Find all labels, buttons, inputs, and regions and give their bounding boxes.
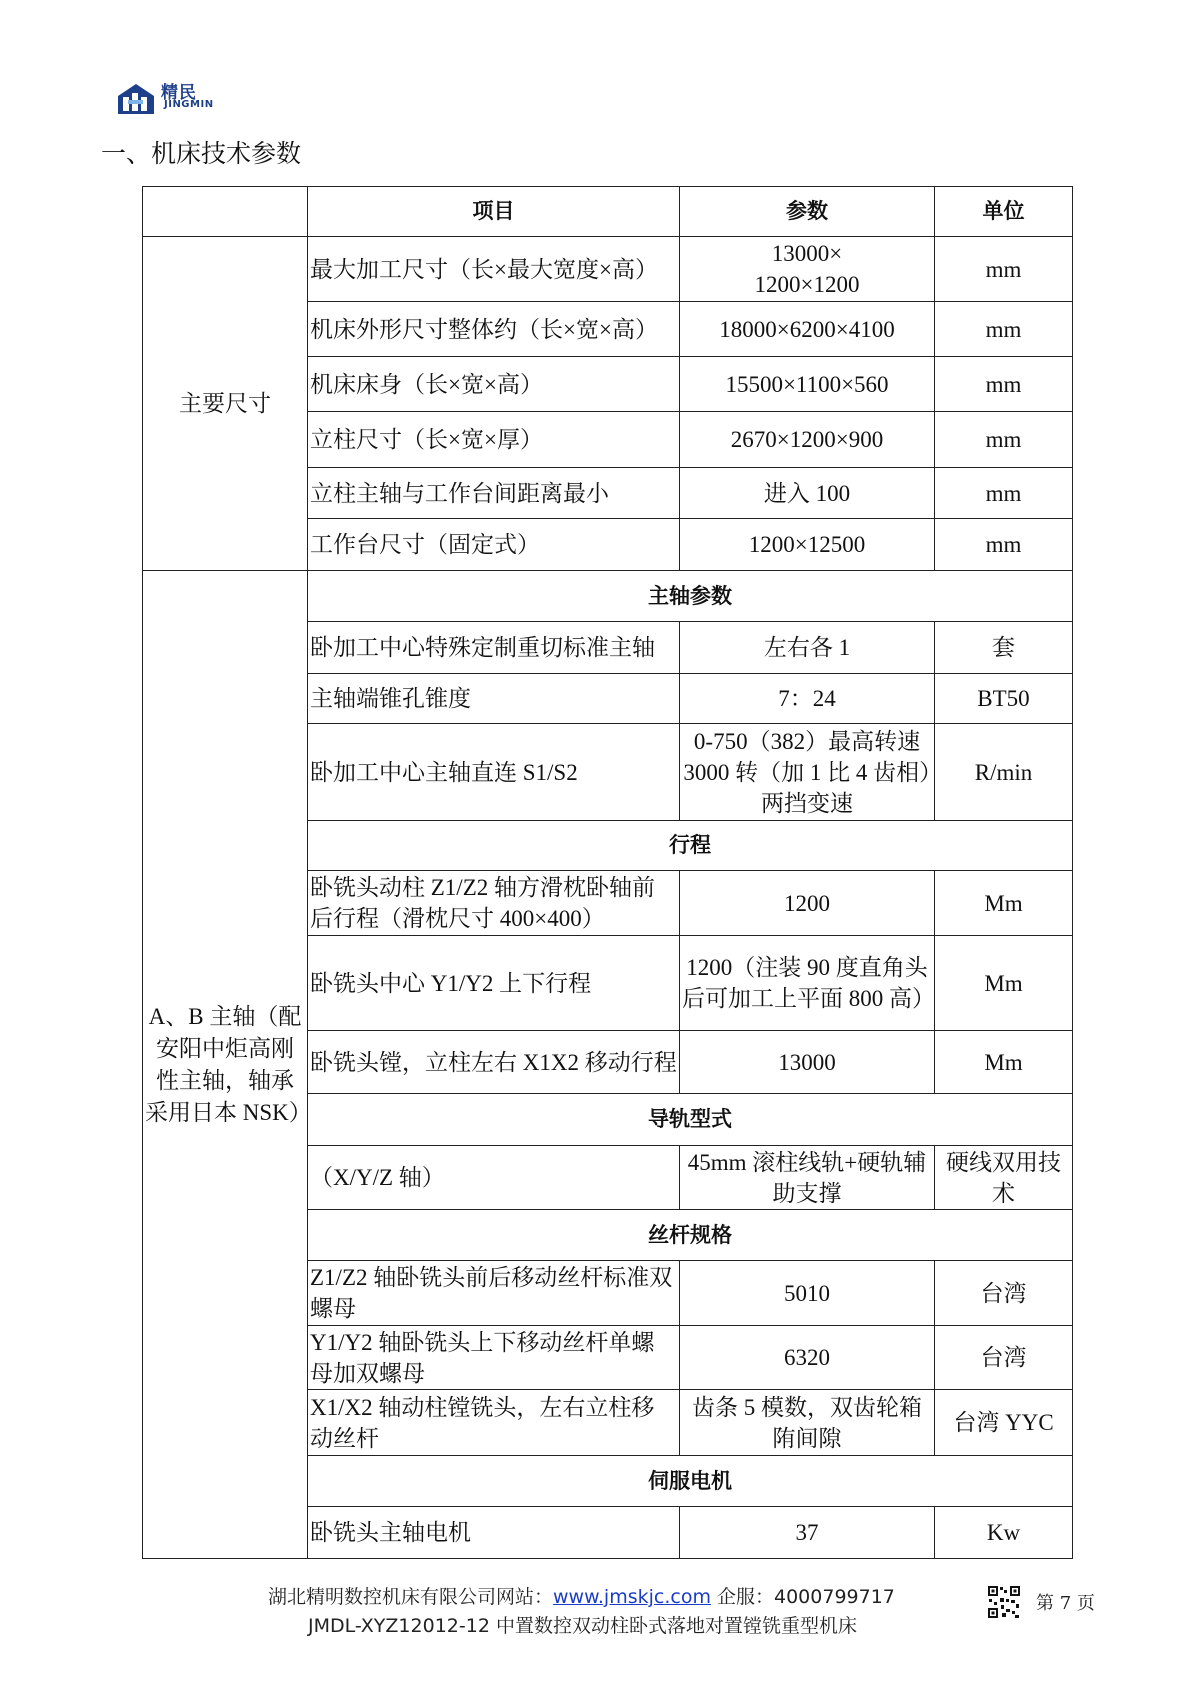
row-unit: mm [935, 237, 1073, 302]
row-value-line2: 1200×1200 [754, 272, 860, 297]
logo-text-en: JINGMIN [164, 99, 214, 110]
subheader-guide-type: 导轨型式 [308, 1094, 1073, 1146]
spec-table [142, 186, 1073, 1559]
row-name: X1/X2 轴动柱镗铣头，左右立柱移动丝杆 [308, 1390, 680, 1456]
row-value: 1200 [680, 871, 935, 936]
row-unit: mm [935, 412, 1073, 468]
subheader-travel: 行程 [308, 821, 1073, 871]
section-title: 一、机床技术参数 [101, 139, 302, 168]
row-value: 18000×6200×4100 [680, 302, 935, 357]
header-blank-cell [143, 187, 308, 237]
row-name: 卧加工中心特殊定制重切标准主轴 [308, 622, 680, 674]
row-unit: mm [935, 468, 1073, 519]
row-unit: 台湾 YYC [935, 1390, 1073, 1456]
table-row [143, 237, 1073, 302]
footer-model: JMDL-XYZ12012-12 中置数控双动柱卧式落地对置镗铣重型机床 [308, 1615, 857, 1637]
row-unit: R/min [935, 724, 1073, 821]
row-value: 齿条 5 模数，双齿轮箱陏间隙 [680, 1390, 935, 1456]
row-unit: mm [935, 519, 1073, 571]
category-main-dimensions: 主要尺寸 [143, 237, 308, 571]
row-value: 15500×1100×560 [680, 357, 935, 412]
row-name: （X/Y/Z 轴） [308, 1146, 680, 1210]
row-value: 0-750（382）最高转速 3000 转（加 1 比 4 齿相）两挡变速 [680, 724, 935, 821]
row-name: 机床外形尺寸整体约（长×宽×高） [308, 302, 680, 357]
header-item: 项目 [308, 187, 680, 237]
row-unit: Mm [935, 936, 1073, 1031]
row-value: 1200（注装 90 度直角头后可加工上平面 800 高） [680, 936, 935, 1031]
row-name: 卧铣头中心 Y1/Y2 上下行程 [308, 936, 680, 1031]
row-unit: 台湾 [935, 1326, 1073, 1390]
row-value: 进入 100 [680, 468, 935, 519]
row-unit: 台湾 [935, 1261, 1073, 1326]
row-unit: 硬线双用技术 [935, 1146, 1073, 1210]
row-value: 13000 [680, 1031, 935, 1094]
row-name: 工作台尺寸（固定式） [308, 519, 680, 571]
row-value: 37 [680, 1507, 935, 1559]
row-unit: 套 [935, 622, 1073, 674]
row-value: 1200×12500 [680, 519, 935, 571]
row-name: 卧铣头主轴电机 [308, 1507, 680, 1559]
row-value: 45mm 滚柱线轨+硬轨辅助支撑 [680, 1146, 935, 1210]
row-value-line1: 13000× [771, 241, 843, 266]
row-unit: Mm [935, 871, 1073, 936]
table-header-row [143, 187, 1073, 237]
row-unit: mm [935, 302, 1073, 357]
row-value [680, 237, 935, 302]
row-name: Z1/Z2 轴卧铣头前后移动丝杆标准双螺母 [308, 1261, 680, 1326]
footer-service: 企服：4000799717 [710, 1586, 895, 1608]
row-name: 机床床身（长×宽×高） [308, 357, 680, 412]
row-value: 7：24 [680, 674, 935, 724]
row-name: 主轴端锥孔锥度 [308, 674, 680, 724]
row-name: 立柱尺寸（长×宽×厚） [308, 412, 680, 468]
subheader-screw-spec: 丝杆规格 [308, 1210, 1073, 1261]
row-unit: mm [935, 357, 1073, 412]
page-number: 第 7 页 [1036, 1593, 1095, 1614]
row-unit: Mm [935, 1031, 1073, 1094]
subheader-row [143, 571, 1073, 622]
subheader-spindle-params: 主轴参数 [308, 571, 1073, 622]
header-param: 参数 [680, 187, 935, 237]
row-name: 卧加工中心主轴直连 S1/S2 [308, 724, 680, 821]
footer-company: 湖北精明数控机床有限公司网站： [268, 1586, 554, 1608]
logo-text-cn: 精民 [161, 83, 197, 103]
row-value: 2670×1200×900 [680, 412, 935, 468]
row-value: 左右各 1 [680, 622, 935, 674]
qr-code-icon [987, 1585, 1021, 1619]
header-unit: 单位 [935, 187, 1073, 237]
subheader-servo-motor: 伺服电机 [308, 1456, 1073, 1507]
row-name: 立柱主轴与工作台间距离最小 [308, 468, 680, 519]
row-name: Y1/Y2 轴卧铣头上下移动丝杆单螺母加双螺母 [308, 1326, 680, 1390]
footer-website-link[interactable]: www.jmskjc.com [553, 1586, 711, 1608]
row-name: 卧铣头镗，立柱左右 X1X2 移动行程 [308, 1031, 680, 1094]
row-name: 最大加工尺寸（长×最大宽度×高） [308, 237, 680, 302]
row-value: 5010 [680, 1261, 935, 1326]
row-value: 6320 [680, 1326, 935, 1390]
row-unit: BT50 [935, 674, 1073, 724]
category-ab-spindle: A、B 主轴（配安阳中炬高刚性主轴，轴承采用日本 NSK） [143, 571, 308, 1559]
row-unit: Kw [935, 1507, 1073, 1559]
footer-company-line [268, 1582, 895, 1609]
row-name: 卧铣头动柱 Z1/Z2 轴方滑枕卧轴前后行程（滑枕尺寸 400×400） [308, 871, 680, 936]
